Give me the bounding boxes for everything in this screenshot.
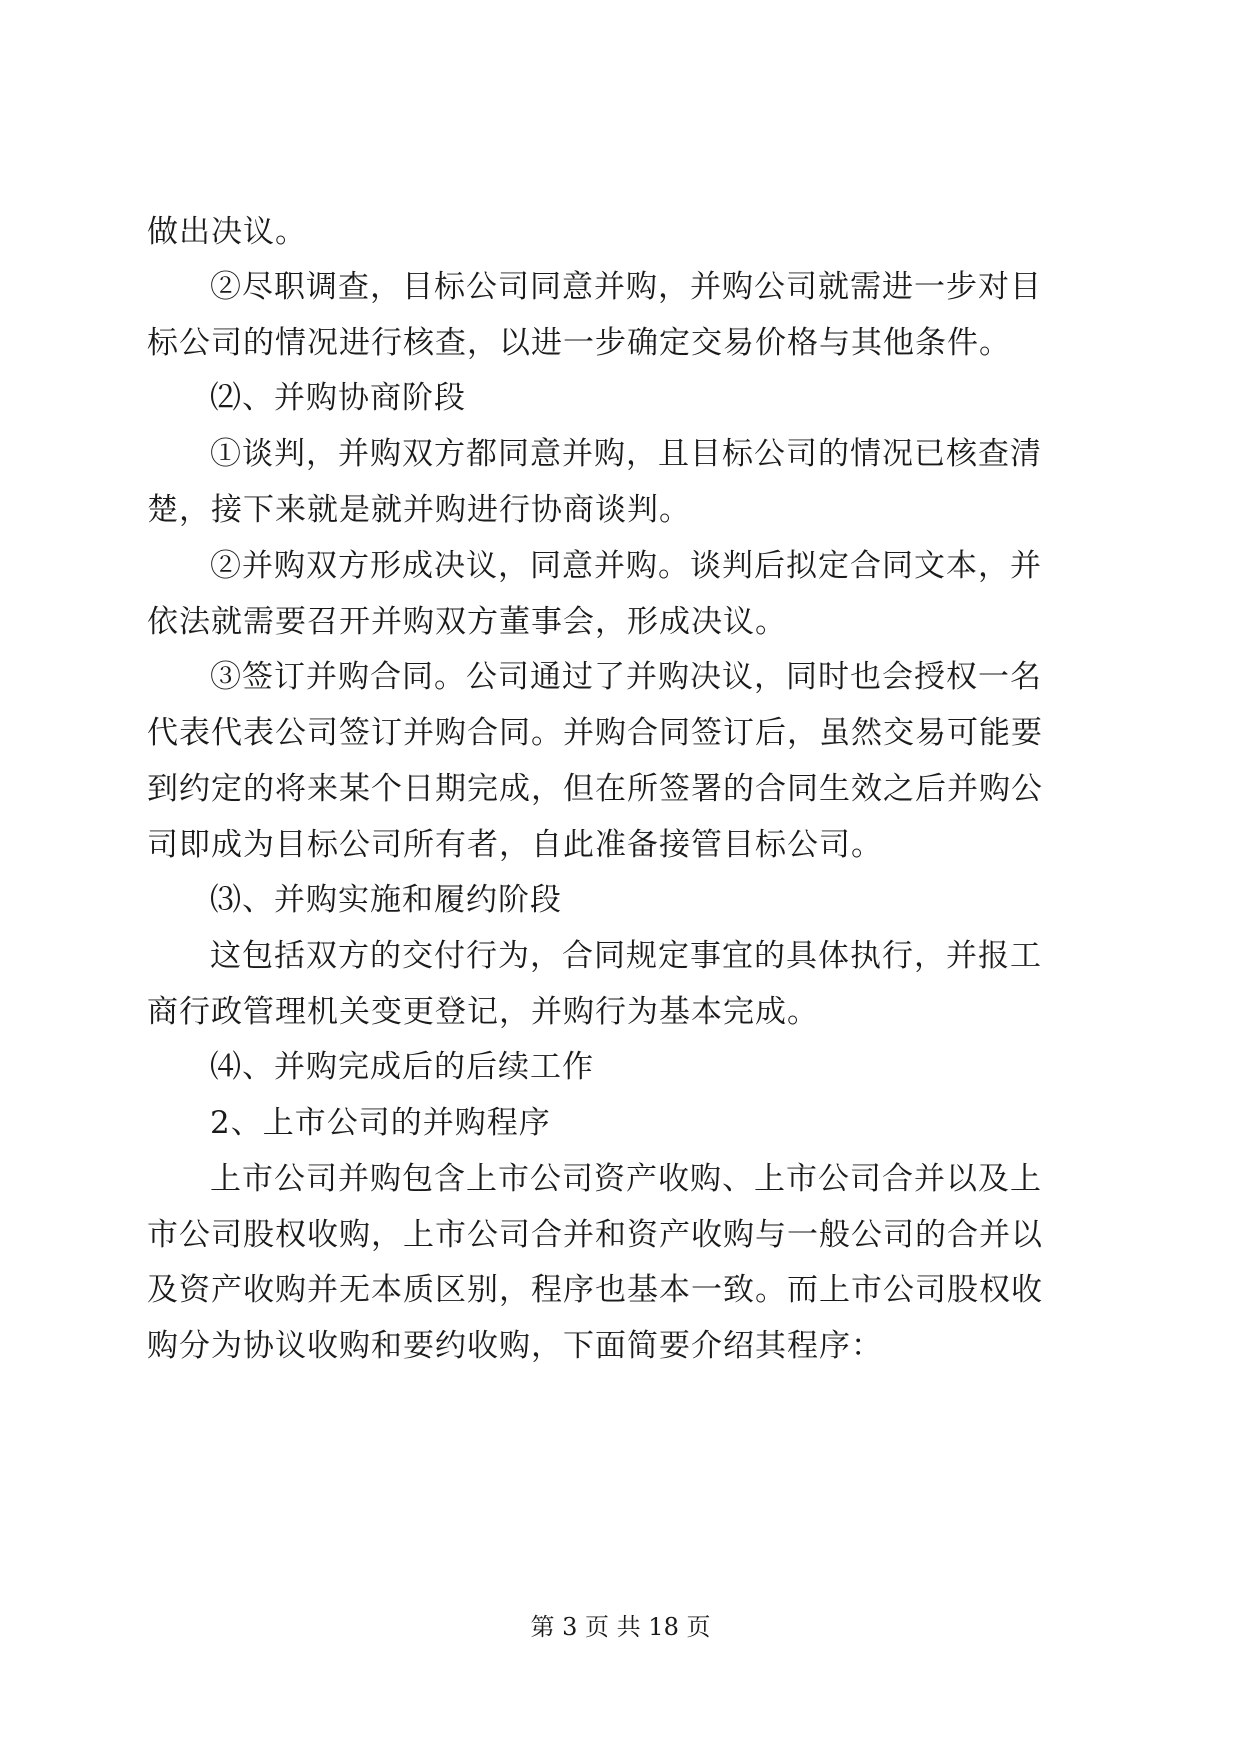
text-line: 商行政管理机关变更登记，并购行为基本完成。 — [147, 994, 819, 1030]
section-heading: 2、上市公司的并购程序 — [210, 1105, 551, 1141]
text-line: 上市公司并购包含上市公司资产收购、上市公司合并以及上 — [210, 1161, 1042, 1197]
text-line: 楚，接下来就是就并购进行协商谈判。 — [147, 492, 691, 528]
text-line: 市公司股权收购，上市公司合并和资产收购与一般公司的合并以 — [147, 1217, 1043, 1253]
section-heading: ⑶、并购实施和履约阶段 — [210, 882, 562, 918]
text-line: 代表代表公司签订并购合同。并购合同签订后，虽然交易可能要 — [147, 715, 1043, 751]
text-line: 标公司的情况进行核查，以进一步确定交易价格与其他条件。 — [147, 325, 1011, 361]
text-line: 做出决议。 — [147, 214, 307, 250]
text-line: 司即成为目标公司所有者，自此准备接管目标公司。 — [147, 827, 883, 863]
text-line: ②尽职调查，目标公司同意并购，并购公司就需进一步对目 — [210, 269, 1042, 305]
section-heading: ⑵、并购协商阶段 — [210, 380, 466, 416]
section-heading: ⑷、并购完成后的后续工作 — [210, 1049, 594, 1085]
text-line: 这包括双方的交付行为，合同规定事宜的具体执行，并报工 — [210, 938, 1042, 974]
text-line: ①谈判，并购双方都同意并购，且目标公司的情况已核查清 — [210, 436, 1042, 472]
text-line: 到约定的将来某个日期完成，但在所签署的合同生效之后并购公 — [147, 771, 1043, 807]
text-line: ②并购双方形成决议，同意并购。谈判后拟定合同文本，并 — [210, 548, 1042, 584]
text-line: 及资产收购并无本质区别，程序也基本一致。而上市公司股权收 — [147, 1272, 1043, 1308]
page-number-footer: 第 3 页 共 18 页 — [530, 1613, 711, 1641]
text-line: 购分为协议收购和要约收购，下面简要介绍其程序： — [147, 1328, 883, 1364]
text-line: ③签订并购合同。公司通过了并购决议，同时也会授权一名 — [210, 659, 1042, 695]
text-line: 依法就需要召开并购双方董事会，形成决议。 — [147, 604, 787, 640]
